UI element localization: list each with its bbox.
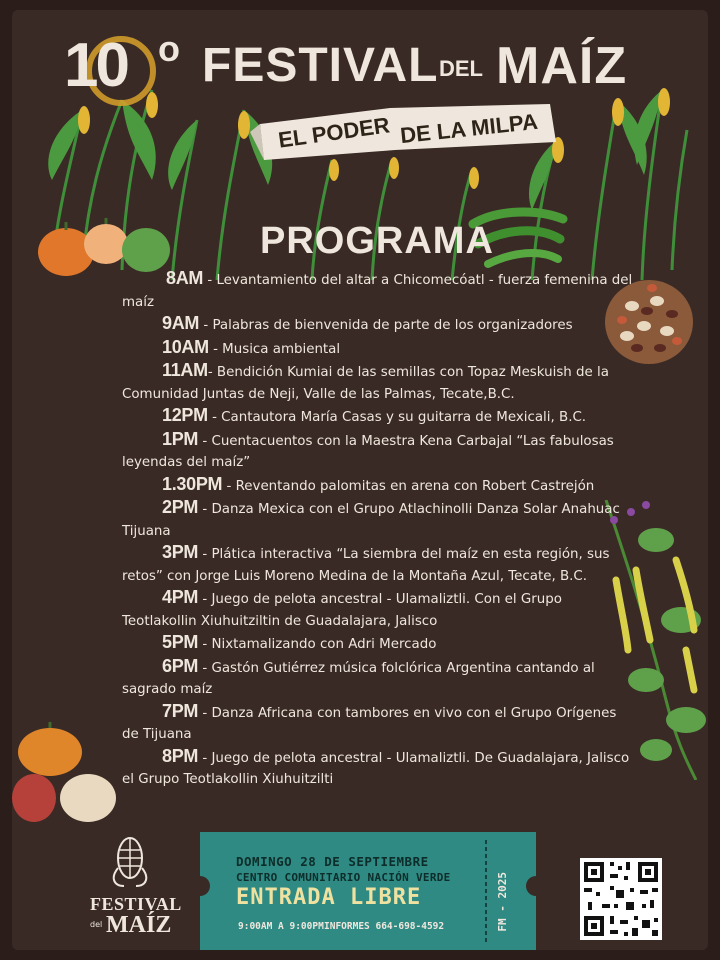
schedule-time: 8PM: [162, 745, 199, 766]
schedule-description: - Juego de pelota ancestral - Ulamaliztli. Con el Grupo Teotlakollin Xiuhuitziltin de Guadalajara, Jalisco: [122, 592, 562, 629]
corn-logo-icon: [110, 828, 150, 888]
schedule-time: 5PM: [162, 632, 199, 652]
schedule-description: - Cuentacuentos con la Maestra Kena Carbajal “Las fabulosas leyendas del maíz”: [122, 433, 614, 470]
title-maiz: MAÍZ: [496, 37, 628, 95]
subtitle-banner: [250, 102, 560, 160]
schedule-time: 2PM: [162, 497, 199, 517]
schedule-description: - Juego de pelota ancestral - Ulamaliztli. De Guadalajara, Jalisco el Grupo Teotlakollin Xiuhuitzilti: [122, 750, 630, 787]
schedule-time: 4PM: [162, 587, 199, 607]
schedule-entry: [122, 587, 634, 632]
schedule-time: 6PM: [162, 655, 199, 676]
banner-text-left: EL PODER: [276, 112, 392, 153]
logo-del-text: del: [90, 920, 103, 929]
qr-code-icon: [580, 858, 662, 940]
schedule-description: - Levantamiento del altar a Chicomecóatl - fuerza femenina del maíz: [122, 273, 633, 310]
schedule-time: 9AM: [162, 313, 200, 333]
title-degree: o: [158, 28, 180, 69]
programa-heading: PROGRAMA: [260, 220, 494, 262]
festival-logo: [86, 828, 182, 950]
schedule-time: 12PM: [162, 405, 208, 425]
logo-maiz-text: MAÍZ: [106, 912, 172, 938]
schedule-time: 3PM: [162, 542, 199, 562]
schedule-description: - Gastón Gutiérrez música folclórica Argentina cantando al sagrado maíz: [122, 660, 595, 697]
schedule-entry: [122, 656, 634, 701]
schedule-time: 11AM: [162, 360, 208, 380]
schedule-description: - Cantautora María Casas y su guitarra de Mexicali, B.C.: [207, 410, 587, 425]
title-festival: FESTIVAL: [202, 39, 439, 92]
schedule-entry: [122, 497, 634, 542]
schedule-entry: [122, 405, 634, 429]
schedule-description: - Nixtamalizando con Adri Mercado: [198, 637, 437, 652]
ticket-side-label: FM - 2025: [496, 872, 509, 932]
schedule-description: - Bendición Kumiai de las semillas con Topaz Meskuish de la Comunidad Juntas de Neji, Valle de las Palmas, Tecate,B.C.: [122, 365, 609, 402]
ticket-info-phone: INFORMES 664-698-4592: [324, 921, 445, 932]
schedule-entry: [122, 337, 634, 361]
schedule-entry: [122, 746, 634, 791]
ticket-hours: 9:00AM A 9:00PM: [238, 921, 324, 932]
schedule-entry: [122, 542, 634, 587]
schedule-time: 1.30PM: [162, 473, 223, 494]
qr-code[interactable]: [580, 858, 662, 940]
title-number: 10: [64, 31, 127, 100]
title-del: DEL: [439, 56, 483, 81]
schedule-list: [122, 268, 634, 791]
ticket-venue: CENTRO COMUNITARIO NACIÓN VERDE: [236, 871, 451, 884]
schedule-description: - Musica ambiental: [208, 341, 341, 357]
schedule-entry: [122, 701, 634, 746]
festival-title: [64, 28, 664, 98]
schedule-description: - Danza Africana con tambores en vivo con el Grupo Orígenes de Tijuana: [122, 705, 617, 742]
ticket-date: DOMINGO 28 DE SEPTIEMBRE: [236, 854, 429, 869]
schedule-description: - Reventando palomitas en arena con Robert Castrejón: [222, 478, 595, 494]
schedule-entry: [122, 429, 634, 474]
schedule-entry: [122, 268, 634, 313]
schedule-time: 7PM: [162, 700, 199, 721]
schedule-entry: [122, 632, 634, 656]
schedule-description: - Plática interactiva “La siembra del maíz en esta región, sus retos” con Jorge Luis Moreno Medina de la Montaña Azul, Tecate, B.C.: [122, 547, 610, 584]
schedule-description: - Palabras de bienvenida de parte de los organizadores: [199, 318, 573, 333]
pumpkins-bottom-illustration: [12, 722, 122, 826]
schedule-entry: [122, 474, 634, 498]
schedule-entry: [122, 313, 634, 337]
schedule-time: 1PM: [162, 428, 199, 449]
schedule-time: 8AM: [166, 268, 204, 288]
ticket-entry: ENTRADA LIBRE: [236, 885, 422, 910]
festival-poster: [12, 10, 708, 950]
logo-festival-text: FESTIVAL: [90, 894, 182, 914]
schedule-entry: [122, 360, 634, 405]
banner-text-right: DE LA MILPA: [399, 108, 539, 149]
schedule-description: - Danza Mexica con el Grupo Atlachinolli Danza Solar Anahuac Tijuana: [122, 502, 620, 539]
schedule-time: 10AM: [162, 336, 209, 357]
event-ticket: [200, 832, 536, 950]
